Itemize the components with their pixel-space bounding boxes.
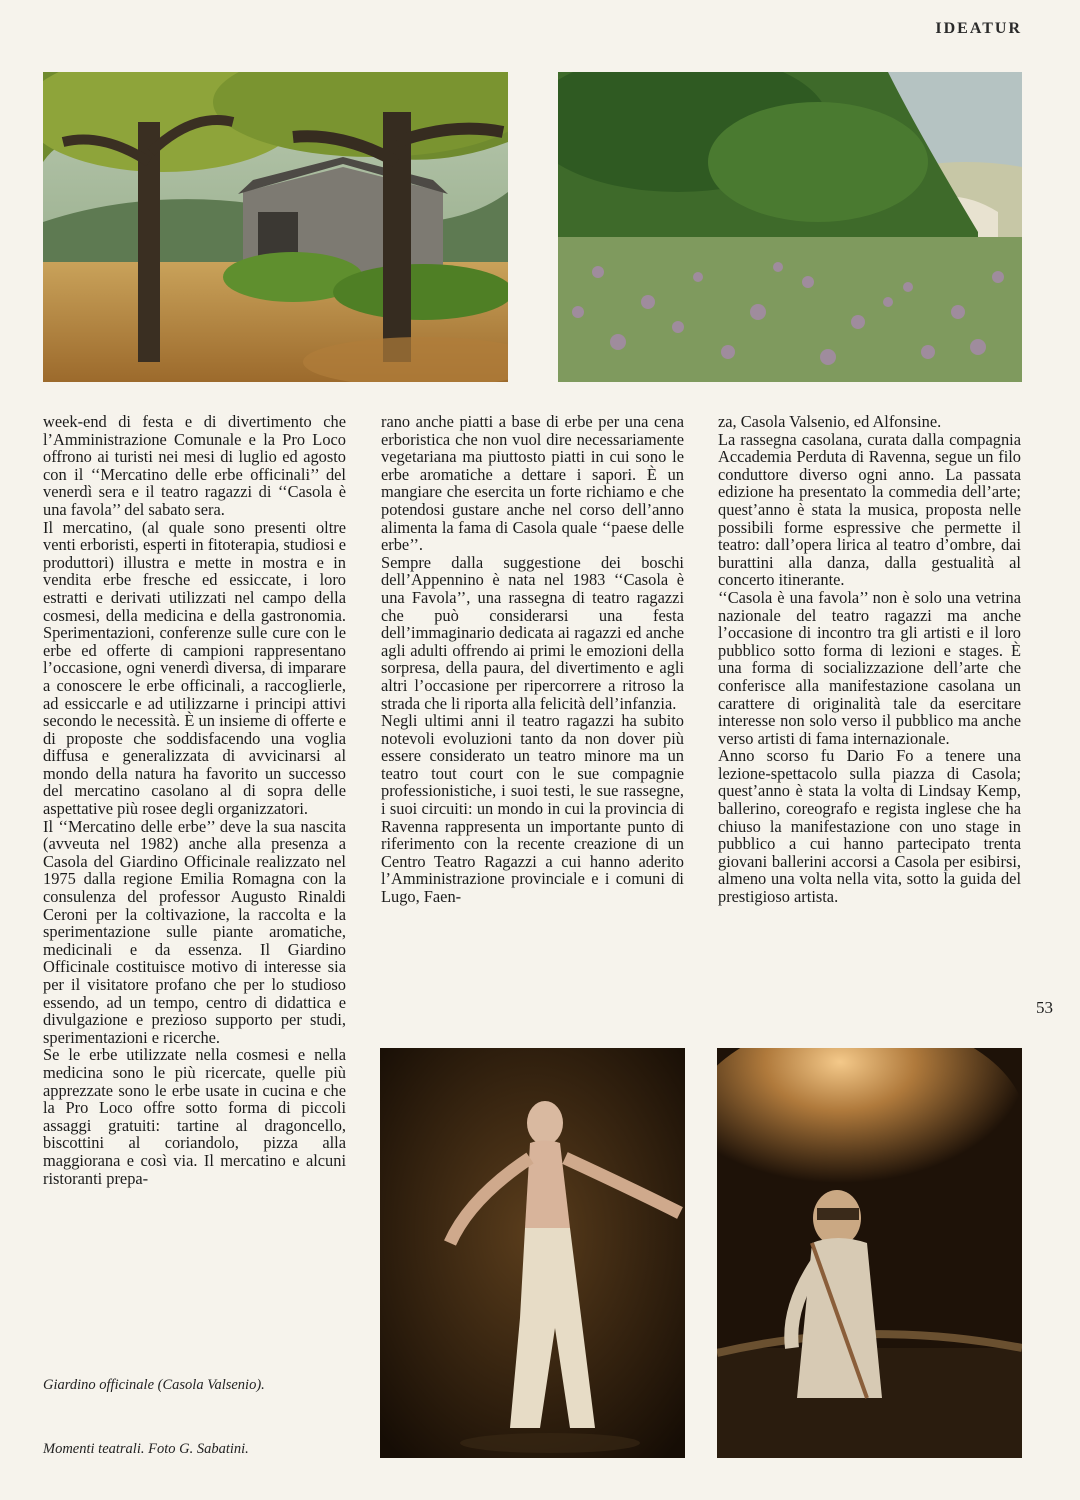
paragraph: Il ‘‘Mercatino delle erbe’’ deve la sua nascita (avveuta nel 1982) anche alla presenza a Casola del Giardino Officinale realizzato nel 1975 dalla regione Emilia Romagna con la consulenza del professor Augusto Rinaldi Ceroni per la coltivazione, la raccolta e la sperimentazione sulle piante aromatiche, medicinali e da essenza. Il Giardino Officinale costituisce motivo di interesse sia per il visitatore profano che per lo studioso essendo, ad un tempo, centro di didattica e divulgazione e prezioso supporto per studi, sperimentazioni e ricerche. <box>43 816 346 1047</box>
actor-photo-2-image <box>717 1048 1022 1458</box>
actor-photo-2 <box>717 1048 1022 1458</box>
paragraph: Se le erbe utilizzate nella cosmesi e nella medicina sono le più ricercate, quelle più apprezzate sono le erbe usate in cucina e che la Pro Loco offre sotto forma di piccoli assaggi gratuiti: tartine al dragoncello, biscottini al coriandolo, pizza alla maggiorana e così via. Il mercatino e alcuni ristoranti prepa- <box>43 1045 346 1188</box>
garden-photo-image <box>43 72 508 382</box>
article-column-1 <box>43 413 346 1187</box>
garden-photo <box>43 72 508 382</box>
actor-photo-1-image <box>380 1048 685 1458</box>
garden-caption: Giardino officinale (Casola Valsenio). <box>43 1377 265 1393</box>
herb-field-photo <box>558 72 1022 382</box>
paragraph: La rassegna casolana, curata dalla compagnia Accademia Perduta di Ravenna, segue un filo conduttore diverso ogni anno. La passata edizione ha presentato la commedia dell’arte; quest’anno è stata la musica, proposta nelle possibili forme espressive che permette il teatro: dall’opera lirica al teatro d’ombre, dai burattini alla danza, dalla gestualità al concerto itinerante. <box>718 429 1021 590</box>
article-column-3 <box>718 413 1021 906</box>
herb-field-photo-image <box>558 72 1022 382</box>
paragraph: week-end di festa e di divertimento che l’Amministrazione Comunale e la Pro Loco offrono ai turisti nei mesi di luglio ed agosto con il ‘‘Mercatino delle erbe officinali’’ del venerdì sera e il teatro ragazzi di ‘‘Casola è una favola’’ del sabato sera. <box>43 412 346 519</box>
article-column-2 <box>381 413 684 906</box>
section-header: IDEATUR <box>935 20 1022 37</box>
paragraph: Sempre dalla suggestione dei boschi dell’Appennino è nata nel 1983 ‘‘Casola è una Favola’’, una rassegna di teatro ragazzi che può considerarsi una festa dell’immaginario dedicata ai ragazzi ed anche agli adulti offrendo ai primi le emozioni della sorpresa, della paura, del divertimento e agli altri l’occasione per ripercorrere a ritroso la strada che li riporta alla felicità dell’infanzia. <box>381 552 684 713</box>
paragraph: rano anche piatti a base di erbe per una cena erboristica che non vuol dire necessariamente vegetariana ma piuttosto piatti in cui sono le erbe aromatiche a dettare i sapori. È un mangiare che esercita un forte richiamo e che potendosi gustare anche nel corso dell’anno alimenta la fama di Casola quale ‘‘paese delle erbe’’. <box>381 412 684 555</box>
actor-photo-1 <box>380 1048 685 1458</box>
paragraph: Negli ultimi anni il teatro ragazzi ha subito notevoli evoluzioni tanto da non dover più essere considerato un teatro minore ma un teatro tout court con le sue compagnie professionistiche, i suoi testi, le sue rassegne, i suoi circuiti: un mondo in cui la provincia di Ravenna rappresenta un importante punto di riferimento con la recente creazione di un Centro Teatro Ragazzi a cui hanno aderito l’Amministrazione provinciale e i comuni di Lugo, Faen- <box>381 711 684 907</box>
theatre-caption: Momenti teatrali. Foto G. Sabatini. <box>43 1441 249 1457</box>
paragraph: Il mercatino, (al quale sono presenti oltre venti erboristi, esperti in fitoterapia, studiosi e produttori) illustra e mette in mostra e in vendita erbe fresche ed essiccate, i loro estratti e derivati utilizzati nel campo della cosmesi, della medicina e della gastronomia. Sperimentazioni, conferenze sulle cure con le erbe ed offerte di campioni rappresentano l’occasione, ogni venerdì diversa, di imparare a conoscere le erbe officinali, a raccoglierle, ad essiccarle e ad utilizzarne i principi attivi secondo le necessità. È un insieme di offerte e di proposte che soddisfacendo una voglia diffusa e generalizzata di avvicinarsi al mondo della natura ha favorito un successo del mercatino casolano al di sopra delle aspettative più rosee degli organizzatori. <box>43 517 346 819</box>
paragraph: za, Casola Valsenio, ed Alfonsine. <box>718 412 942 431</box>
paragraph: ‘‘Casola è una favola’’ non è solo una vetrina nazionale del teatro ragazzi ma anche l’occasione di incontro tra gli artisti e il loro pubblico sotto forma di lezioni e stages. È una forma di socializzazione dell’arte che conferisce alla manifestazione casolana un carattere di originalità tale da esercitare interesse non solo verso il pubblico ma anche verso artisti di fama internazionale. <box>718 587 1021 748</box>
page-number: 53 <box>1036 998 1053 1017</box>
paragraph: Anno scorso fu Dario Fo a tenere una lezione-spettacolo sulla piazza di Casola; quest’anno è stata la volta di Lindsay Kemp, ballerino, coreografo e regista inglese che ha chiuso la manifestazione con uno stage in pubblico a cui hanno partecipato trenta giovani ballerini accorsi a Casola per esibirsi, almeno una volta nella vita, sotto la guida del prestigioso artista. <box>718 746 1021 907</box>
